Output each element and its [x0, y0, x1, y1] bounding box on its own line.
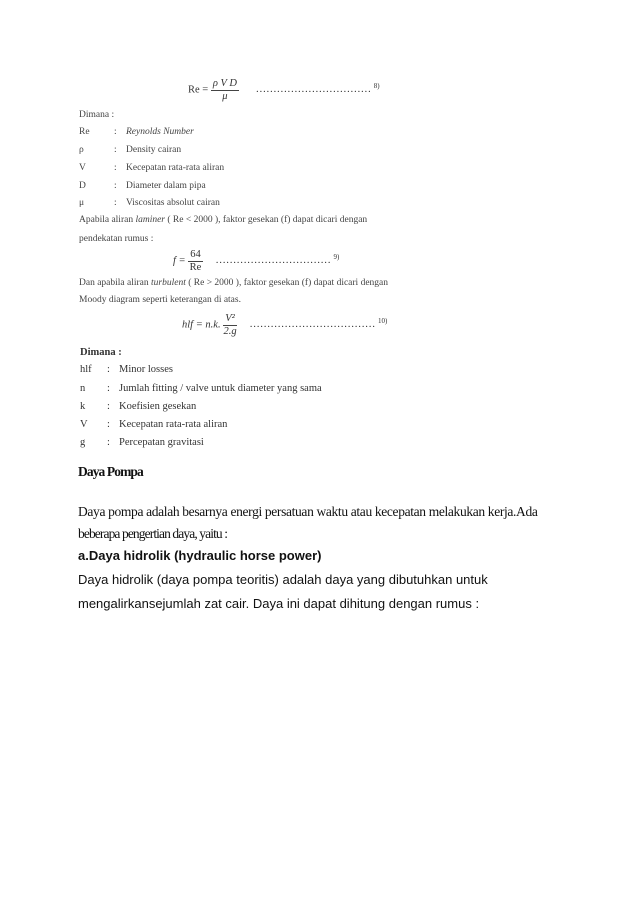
def-symbol: ρ: [79, 145, 84, 155]
def-row: μ : Viscositas absolut cairan: [79, 198, 220, 208]
eq10-fraction: [223, 313, 237, 337]
def-symbol: μ: [79, 198, 85, 208]
where-label-2: Dimana :: [80, 347, 122, 358]
eq8-denominator: μ: [222, 90, 228, 102]
eq10-number: 10): [378, 316, 388, 325]
eq9-number: 9): [333, 252, 340, 261]
eq8-fraction: [211, 78, 239, 102]
def-row: hlf : Minor losses: [80, 364, 173, 375]
def-description: Kecepatan rata-rata aliran: [126, 163, 225, 173]
eq8-number: 8): [373, 81, 380, 90]
turbulent-line-1: Dan apabila aliran turbulent ( Re > 2000 ), faktor gesekan (f) dapat dicari dengan: [79, 278, 388, 288]
equation-10: [182, 313, 387, 337]
laminar-line-2: pendekatan rumus :: [79, 234, 154, 244]
def-row: V : Kecepatan rata-rata aliran: [80, 419, 228, 430]
equation-9: [173, 249, 339, 273]
eq10-lhs: hlf = n.k.: [182, 319, 221, 331]
def-symbol: D: [79, 181, 86, 191]
def-description: Koefisien gesekan: [119, 401, 197, 412]
paragraph-2-line-1: Daya hidrolik (daya pompa teoritis) adalah daya yang dibutuhkan untuk: [78, 572, 488, 587]
subheading: a.Daya hidrolik (hydraulic horse power): [78, 548, 322, 563]
def-row: ρ : Density cairan: [79, 145, 182, 155]
def-description: Percepatan gravitasi: [119, 437, 204, 448]
def-symbol: V: [79, 163, 86, 173]
eq10-dots: ………………………………: [249, 319, 376, 331]
def-row: D : Diameter dalam pipa: [79, 181, 206, 191]
def-description: Kecepatan rata-rata aliran: [119, 419, 228, 430]
paragraph-1-line-2: beberapa pengertian daya, yaitu :: [78, 526, 228, 541]
def-row: Re : Reynolds Number: [79, 127, 194, 137]
eq9-lhs: f =: [173, 255, 186, 267]
turbulent-line-2: Moody diagram seperti keterangan di atas.: [79, 295, 241, 305]
def-row: k : Koefisien gesekan: [80, 401, 197, 412]
def-description: Diameter dalam pipa: [126, 181, 206, 191]
def-row: V : Kecepatan rata-rata aliran: [79, 163, 225, 173]
def-description: Reynolds Number: [126, 127, 194, 137]
def-description: Density cairan: [126, 145, 182, 155]
eq8-numerator: ρ V D: [212, 78, 237, 89]
def-description: Viscositas absolut cairan: [126, 198, 220, 208]
def-description: Jumlah fitting / valve untuk diameter yang sama: [119, 383, 322, 394]
eq8-lhs: Re =: [188, 84, 209, 96]
def-symbol: n: [80, 383, 86, 394]
def-symbol: k: [80, 401, 86, 412]
eq10-numerator: V²: [225, 313, 235, 324]
def-description: Minor losses: [119, 364, 173, 375]
def-symbol: V: [80, 419, 88, 430]
eq9-dots: ……………………………: [215, 255, 331, 267]
eq8-dots: ……………………………: [255, 84, 372, 96]
eq9-numerator: 64: [190, 249, 201, 260]
section-heading: Daya Pompa: [78, 464, 143, 479]
eq9-fraction: [188, 249, 203, 273]
def-symbol: hlf: [80, 364, 92, 375]
paragraph-1-line-1: Daya pompa adalah besarnya energi persatuan waktu atau kecepatan melakukan kerja.Ada: [78, 504, 538, 519]
def-row: g : Percepatan gravitasi: [80, 437, 204, 448]
equation-8: [188, 78, 380, 102]
paragraph-2-line-2: mengalirkansejumlah zat cair. Daya ini dapat dihitung dengan rumus :: [78, 596, 480, 611]
eq10-denominator: 2.g: [223, 325, 237, 337]
where-label-1: Dimana :: [79, 110, 115, 120]
laminar-line-1: Apabila aliran laminer ( Re < 2000 ), faktor gesekan (f) dapat dicari dengan: [79, 215, 368, 225]
def-row: n : Jumlah fitting / valve untuk diameter yang sama: [80, 383, 322, 394]
def-symbol: Re: [79, 127, 90, 137]
eq9-denominator: Re: [189, 261, 202, 273]
def-symbol: g: [80, 437, 86, 448]
